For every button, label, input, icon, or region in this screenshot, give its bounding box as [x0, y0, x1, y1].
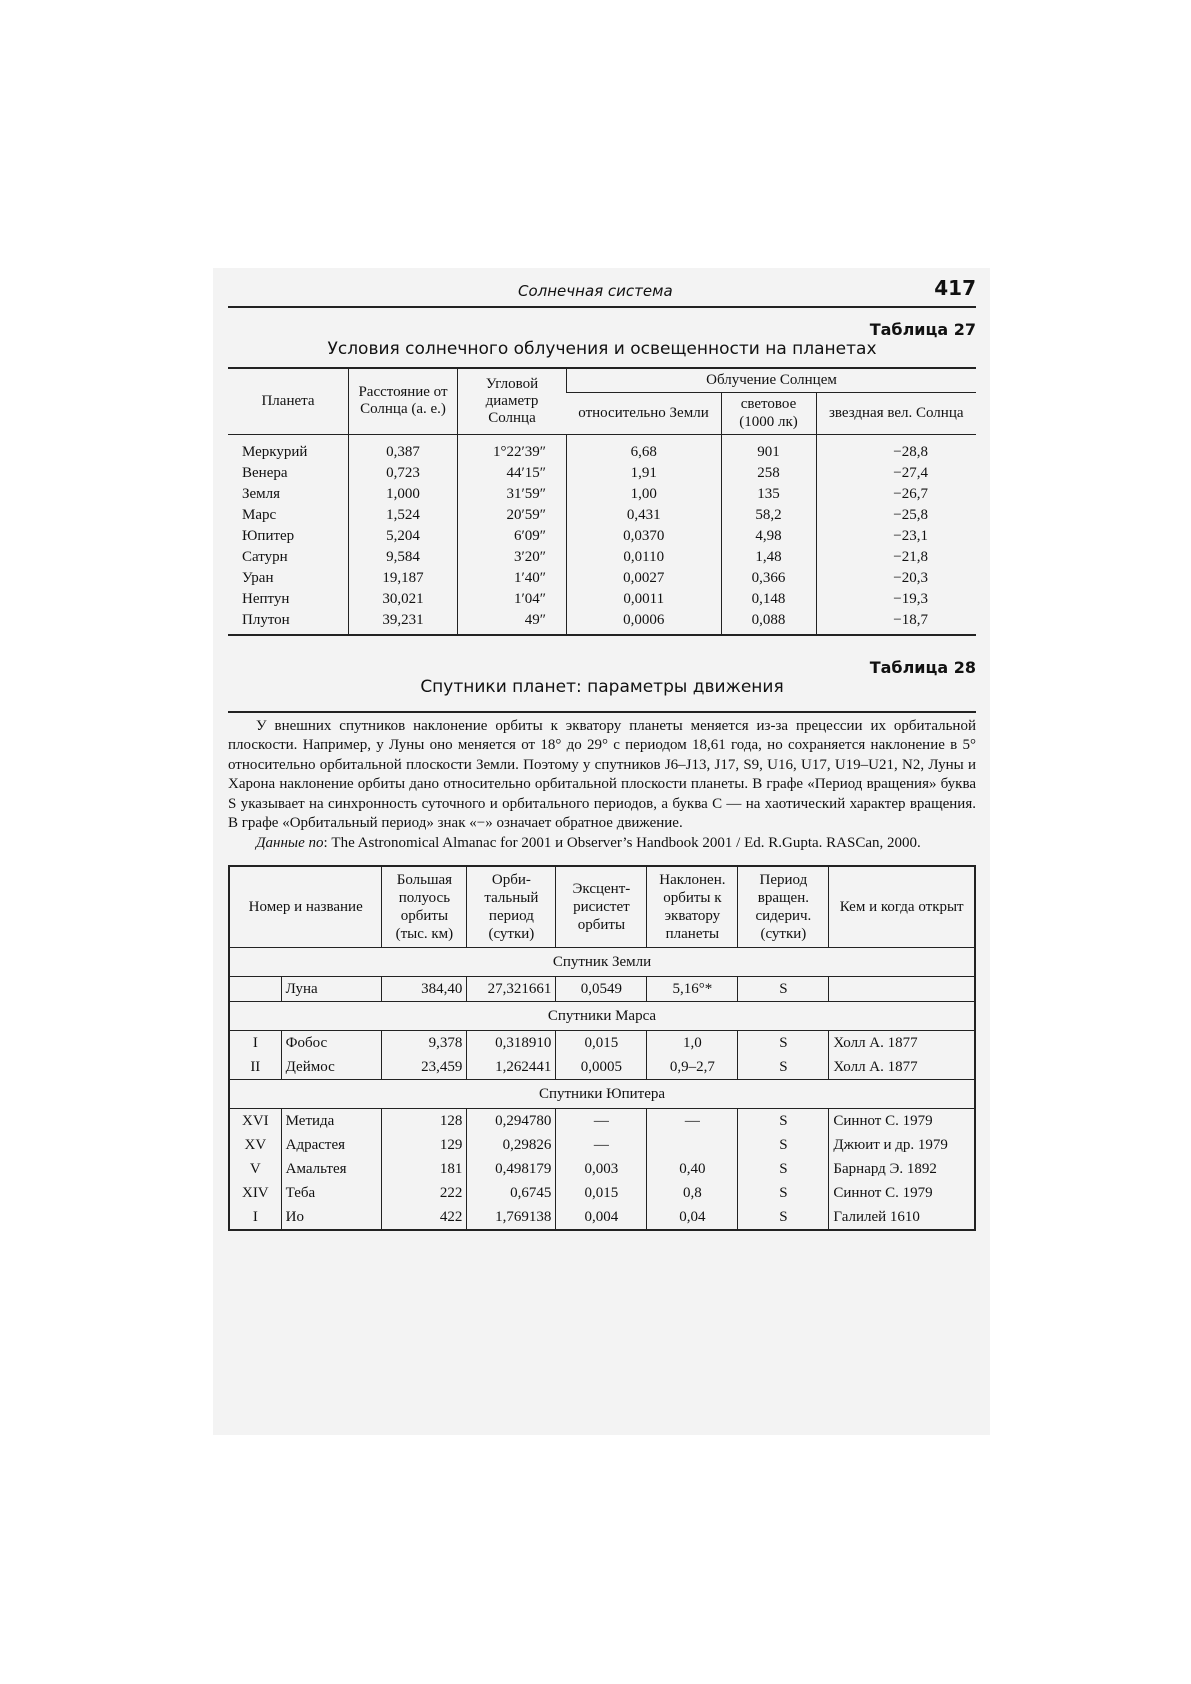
table27-cell: 0,387: [349, 434, 458, 463]
table27-row: [228, 434, 976, 463]
table28-cell: 222: [382, 1181, 467, 1205]
table27-cell: 0,431: [567, 505, 722, 526]
table27-cell: −18,7: [816, 610, 976, 635]
table28-cell: I: [252, 1035, 258, 1052]
table28-cell: S: [738, 977, 829, 1002]
table28-caption: Спутники планет: параметры движения: [420, 676, 784, 697]
table27-cell: 0,0006: [567, 610, 722, 635]
table28-cell: S: [738, 1157, 829, 1181]
table28-cell: 23,459: [382, 1055, 467, 1080]
table27-cell: 258: [721, 463, 816, 484]
table28-cell: S: [738, 1205, 829, 1230]
table28-cell: 0,015: [556, 1181, 647, 1205]
table28-cell: Луна: [281, 977, 382, 1002]
table28: [228, 865, 976, 1231]
table27-row: [228, 547, 976, 568]
table27-cell: Марс: [242, 506, 277, 523]
table28-cell: S: [738, 1181, 829, 1205]
table27-cell: 49″: [458, 610, 567, 635]
table27-cell: 5,204: [349, 526, 458, 547]
table27-cell: 0,0110: [567, 547, 722, 568]
col-distance: Расстояние от Солнца (а. е.): [349, 368, 458, 434]
table28-cell: Холл А. 1877: [829, 1055, 975, 1080]
table27-cell: −28,8: [816, 434, 976, 463]
source-note: [228, 834, 976, 854]
table28-cell: [829, 977, 975, 1002]
table28-cell: 0,04: [647, 1205, 738, 1230]
table27-row: [228, 526, 976, 547]
table28-section-row: [229, 1080, 975, 1109]
table27-cell: 135: [721, 484, 816, 505]
table27-cell: 0,0011: [567, 589, 722, 610]
table27-cell: 1′40″: [458, 568, 567, 589]
table28-cell: 0,0549: [556, 977, 647, 1002]
table27-cell: 0,0370: [567, 526, 722, 547]
source-label: Данные по: [256, 834, 324, 851]
table27-cell: −25,8: [816, 505, 976, 526]
table28-cell: 0,9–2,7: [647, 1055, 738, 1080]
table27-cell: 0,0027: [567, 568, 722, 589]
table28-cell: 9,378: [382, 1031, 467, 1056]
table27-cell: Земля: [242, 485, 281, 502]
table27-cell: Плутон: [242, 611, 290, 628]
table27-cell: 6,68: [567, 434, 722, 463]
table28-cell: 422: [382, 1205, 467, 1230]
table27-row: [228, 505, 976, 526]
table27-row: [228, 610, 976, 635]
table27-cell: 44′15″: [458, 463, 567, 484]
col-irradiation-group: Облучение Солнцем: [567, 368, 977, 393]
col-inclination: Наклонен. орбиты к экватору планеты: [647, 866, 738, 948]
table27-cell: −21,8: [816, 547, 976, 568]
table28-cell: Теба: [281, 1181, 382, 1205]
table27-cell: 0,723: [349, 463, 458, 484]
table28-cell: 0,40: [647, 1157, 738, 1181]
table28-cell: Холл А. 1877: [829, 1031, 975, 1056]
table28-cell: Деймос: [281, 1055, 382, 1080]
table27-cell: Меркурий: [242, 443, 308, 460]
table27-cell: 19,187: [349, 568, 458, 589]
page-number: 417: [934, 276, 976, 300]
col-eccentricity: Эксцент-рисистет орбиты: [556, 866, 647, 948]
table27-cell: −20,3: [816, 568, 976, 589]
table28-row: [229, 977, 975, 1002]
table28-label: Таблица 28: [869, 657, 976, 677]
table27-cell: Юпитер: [242, 527, 295, 544]
table27-cell: Уран: [242, 569, 274, 586]
table28-row: [229, 1205, 975, 1230]
table28-row: [229, 1133, 975, 1157]
table28-section-row: [229, 1002, 975, 1031]
table28-cell: Галилей 1610: [829, 1205, 975, 1230]
table28-cell: —: [647, 1109, 738, 1134]
table27-cell: Венера: [242, 464, 288, 481]
col-discovery: Кем и когда открыт: [829, 866, 975, 948]
table28-cell: Ио: [281, 1205, 382, 1230]
table27-cell: 4,98: [721, 526, 816, 547]
table28-cell: 0,0005: [556, 1055, 647, 1080]
table28-cell: 384,40: [382, 977, 467, 1002]
table28-row: [229, 1181, 975, 1205]
table28-row: [229, 1109, 975, 1134]
table28-cell: 129: [382, 1133, 467, 1157]
table28-cell: Барнард Э. 1892: [829, 1157, 975, 1181]
table28-cell: 27,321661: [467, 977, 556, 1002]
table28-cell: 0,6745: [467, 1181, 556, 1205]
section-title: Солнечная система: [518, 282, 673, 300]
table27-cell: 1,524: [349, 505, 458, 526]
col-period: Орби-тальный период (сутки): [467, 866, 556, 948]
table27-cell: Сатурн: [242, 548, 288, 565]
table28-section-row: [229, 948, 975, 977]
table28-cell: 1,0: [647, 1031, 738, 1056]
table27-caption: Условия солнечного облучения и освещенности на планетах: [327, 339, 877, 359]
table27-row: [228, 589, 976, 610]
table28-cell: —: [556, 1133, 647, 1157]
book-page: [228, 276, 976, 1231]
table28-row: [229, 1157, 975, 1181]
source-text: : The Astronomical Almanac for 2001 и Observer’s Handbook 2001 / Ed. R.Gupta. RASCan, 2000.: [323, 834, 921, 851]
table27-cell: 3′20″: [458, 547, 567, 568]
table27-cell: Нептун: [242, 590, 290, 607]
table28-cell: Джюит и др. 1979: [829, 1133, 975, 1157]
table28-cell: 0,8: [647, 1181, 738, 1205]
intro-paragraph: У внешних спутников наклонение орбиты к экватору планеты меняется из-за прецессии их орбитальной плоскости. Например, у Луны оно меняется от 18° до 29° с периодом 18,61 года, но сохраняется наклонение в 5° относительно орбитальной плоскости Земли. Поэтому у спутников J6–J13, J17, S9, U16, U17, U19–U21, N2, Луны и Харона наклонение орбиты дано относительно орбитальной плоскости планеты. В графе «Период вращения» буква S указывает на синхронность суточного и орбитального периодов, а буква С — на хаотический характер вращения. В графе «Орбитальный период» знак «−» означает обратное движение.: [228, 717, 976, 832]
table27-cell: 1,00: [567, 484, 722, 505]
table28-cell: S: [738, 1109, 829, 1134]
col-angular-diameter: Угловой диаметр Солнца: [458, 368, 567, 434]
table27-cell: 1′04″: [458, 589, 567, 610]
table27-cell: −23,1: [816, 526, 976, 547]
section-heading: Спутник Земли: [229, 948, 975, 977]
table28-cell: 0,498179: [467, 1157, 556, 1181]
table27-cell: 30,021: [349, 589, 458, 610]
table28-cell: 0,004: [556, 1205, 647, 1230]
table28-intro: [228, 711, 976, 854]
col-light: световое (1000 лк): [721, 393, 816, 435]
table27-cell: 901: [721, 434, 816, 463]
table27-cell: 1,48: [721, 547, 816, 568]
table28-cell: Адрастея: [281, 1133, 382, 1157]
table28-cell: S: [738, 1031, 829, 1056]
section-heading: Спутники Юпитера: [229, 1080, 975, 1109]
col-planet: Планета: [228, 368, 349, 434]
table28-cell: 0,318910: [467, 1031, 556, 1056]
table28-row: [229, 1055, 975, 1080]
section-heading: Спутники Марса: [229, 1002, 975, 1031]
table28-cell: —: [556, 1109, 647, 1134]
table27-row: [228, 463, 976, 484]
table28-cell: S: [738, 1055, 829, 1080]
table28-cell: 1,262441: [467, 1055, 556, 1080]
table28-cell: Синнот С. 1979: [829, 1181, 975, 1205]
table28-cell: XV: [244, 1137, 267, 1154]
table27-cell: −27,4: [816, 463, 976, 484]
table27-cell: 1,91: [567, 463, 722, 484]
table27-cell: 20′59″: [458, 505, 567, 526]
table27-row: [228, 484, 976, 505]
table27-cell: 31′59″: [458, 484, 567, 505]
table28-cell: 1,769138: [467, 1205, 556, 1230]
table28-cell: Синнот С. 1979: [829, 1109, 975, 1134]
table28-cell: XIV: [241, 1185, 269, 1202]
table28-cell: [647, 1133, 738, 1157]
table27: [228, 367, 976, 636]
table27-cell: 0,366: [721, 568, 816, 589]
table28-row: [229, 1031, 975, 1056]
table27-cell: 6′09″: [458, 526, 567, 547]
table28-cell: 128: [382, 1109, 467, 1134]
table28-cell: 5,16°*: [647, 977, 738, 1002]
table27-cell: 1°22′39″: [458, 434, 567, 463]
table27-cell: 58,2: [721, 505, 816, 526]
table28-cell: S: [738, 1133, 829, 1157]
table28-cell: V: [249, 1161, 261, 1178]
table28-cell: II: [229, 1055, 281, 1080]
running-header: [228, 276, 976, 308]
table28-cell: XVI: [241, 1113, 269, 1130]
table28-cell: 0,015: [556, 1031, 647, 1056]
table28-cell: 0,294780: [467, 1109, 556, 1134]
table27-cell: −26,7: [816, 484, 976, 505]
table28-cell: 0,29826: [467, 1133, 556, 1157]
table28-cell: [229, 977, 281, 1002]
table27-cell: 0,148: [721, 589, 816, 610]
table27-cell: 1,000: [349, 484, 458, 505]
col-semi-axis: Большая полуось орбиты (тыс. км): [382, 866, 467, 948]
col-number-name: Номер и название: [229, 866, 382, 948]
table27-cell: −19,3: [816, 589, 976, 610]
table27-row: [228, 568, 976, 589]
table28-cell: Фобос: [281, 1031, 382, 1056]
table28-cell: I: [229, 1205, 281, 1230]
table28-cell: Амальтея: [281, 1157, 382, 1181]
col-magnitude: звездная вел. Солнца: [816, 393, 976, 435]
table27-cell: 39,231: [349, 610, 458, 635]
table28-cell: 181: [382, 1157, 467, 1181]
table27-label: Таблица 27: [869, 320, 976, 339]
table28-cell: 0,003: [556, 1157, 647, 1181]
table27-cell: 0,088: [721, 610, 816, 635]
col-relative: относительно Земли: [567, 393, 722, 435]
col-rotation: Период вращен. сидерич. (сутки): [738, 866, 829, 948]
table27-cell: 9,584: [349, 547, 458, 568]
table28-cell: Метида: [281, 1109, 382, 1134]
